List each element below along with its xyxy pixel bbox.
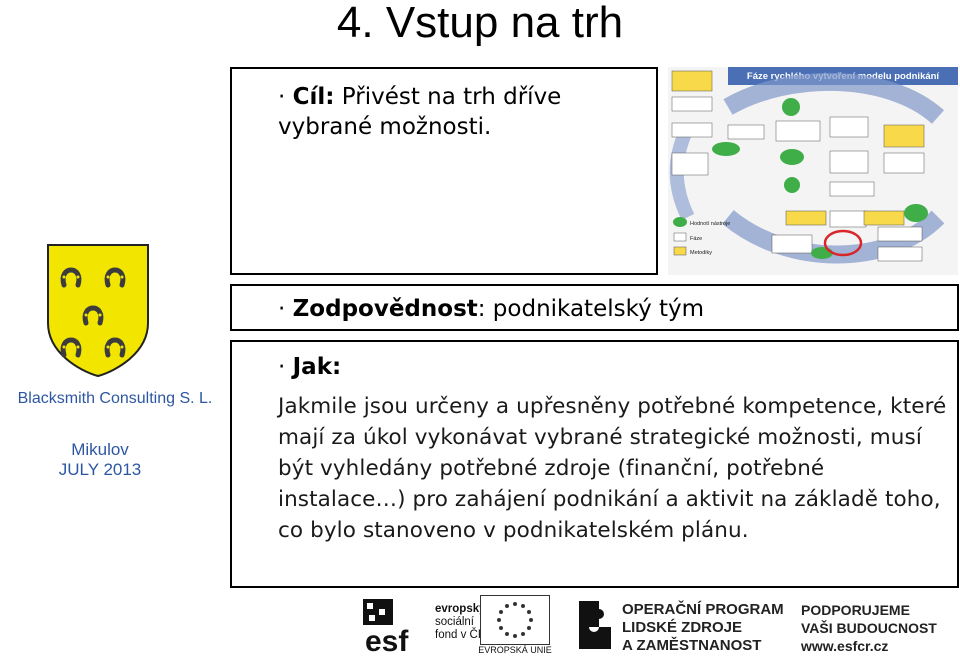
bullet: · xyxy=(278,296,286,322)
esf-line: evropský xyxy=(435,603,486,615)
goal-text: Přivést na trh dříve vybrané možnosti. xyxy=(278,84,562,140)
oplz-caption xyxy=(622,601,784,655)
goal-box xyxy=(230,67,658,275)
how-line xyxy=(278,354,341,380)
slogan-line: VAŠI BUDOUCNOST xyxy=(801,620,937,636)
esf-website-link[interactable]: www.esfcr.cz xyxy=(801,638,889,654)
eu-flag-icon xyxy=(480,595,550,645)
svg-text:esf: esf xyxy=(365,625,409,653)
esf-line: sociální xyxy=(435,616,474,628)
responsibility-label: Zodpovědnost xyxy=(292,296,478,322)
goal-label: Cíl: xyxy=(292,84,335,110)
process-diagram-graphic xyxy=(668,67,958,275)
legend-item: Metodiky xyxy=(690,250,713,256)
diagram-title: Fáze rychlého vytvoření modelu podnikání xyxy=(746,71,940,82)
bullet: · xyxy=(278,84,286,110)
oplz-line: A ZAMĚSTNANOST xyxy=(622,637,762,654)
legend-item: Fáze xyxy=(690,236,703,242)
crest-logo xyxy=(46,243,150,378)
how-body-text: Jakmile jsou určeny a upřesněny potřebné kompetence, které mají za úkol vykonávat vybrané strategické možnosti, musí být vyhledány potřebné zdroje (finanční, potřebné instalace…) pro zahájení podnikání a aktivit na základě toho, co bylo stanoveno v podnikatelském plánu. xyxy=(278,394,947,543)
how-label: Jak: xyxy=(292,354,342,380)
responsibility-text: : podnikatelský tým xyxy=(477,296,705,322)
slide-title: 4. Vstup na trh xyxy=(336,0,624,47)
eu-label: EVROPSKÁ UNIE xyxy=(478,645,552,655)
esf-line: fond v ČR xyxy=(435,629,487,641)
company-name: Blacksmith Consulting S. L. xyxy=(17,390,213,407)
legend-item: Hodnotí nástroje xyxy=(690,221,731,227)
oplz-line: OPERAČNÍ PROGRAM xyxy=(622,601,784,618)
process-diagram xyxy=(668,67,958,275)
slogan-block xyxy=(801,601,937,655)
city: Mikulov xyxy=(71,440,129,459)
goal-line xyxy=(278,82,648,142)
location-date xyxy=(5,440,195,480)
how-box xyxy=(230,340,959,588)
footer-logos xyxy=(355,595,960,658)
esf-caption xyxy=(435,603,486,642)
oplz-puzzle-icon xyxy=(575,597,615,653)
oplz-line: LIDSKÉ ZDROJE xyxy=(622,619,743,636)
date: JULY 2013 xyxy=(58,460,142,479)
bullet: · xyxy=(278,354,286,380)
slogan-line: PODPORUJEME xyxy=(801,602,910,618)
responsibility-line xyxy=(278,296,704,322)
responsibility-box xyxy=(230,284,959,331)
